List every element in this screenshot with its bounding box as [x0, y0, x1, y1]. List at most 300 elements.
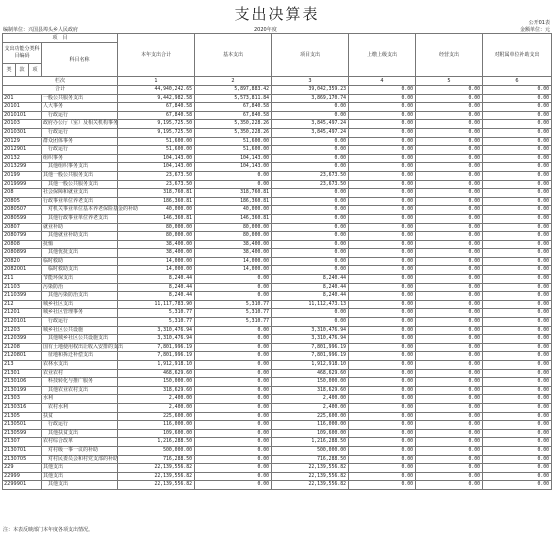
row-value-c3: 0.00 — [272, 111, 349, 120]
row-code: 2080507 — [3, 206, 42, 215]
row-value-c6: 0.00 — [483, 446, 552, 455]
row-subject-name: 就业补助 — [42, 223, 118, 232]
row-value-c2: 5,350,228.26 — [195, 120, 272, 129]
row-value-c2: 0.00 — [195, 386, 272, 395]
row-value-c4: 0.00 — [349, 395, 416, 404]
row-value-c5: 0.00 — [416, 266, 483, 275]
row-value-c3: 22,139,556.82 — [272, 464, 349, 473]
total-c3: 39,042,359.23 — [272, 86, 349, 95]
row-value-c3: 468,629.60 — [272, 369, 349, 378]
row-value-c4: 0.00 — [349, 421, 416, 430]
row-code: 2130599 — [3, 429, 42, 438]
row-code: 2130106 — [3, 378, 42, 387]
row-value-c2: 318,760.81 — [195, 189, 272, 198]
total-c5: 0.00 — [416, 86, 483, 95]
row-value-c6: 0.00 — [483, 403, 552, 412]
header-business: 经营支出 — [416, 34, 483, 77]
table-row — [3, 163, 552, 172]
row-value-c3: 3,845,497.24 — [272, 120, 349, 129]
row-value-c3: 0.00 — [272, 232, 349, 241]
row-subject-name: 临时救助支出 — [42, 266, 118, 275]
row-value-c1: 40,000.00 — [118, 206, 195, 215]
table-row — [3, 206, 552, 215]
row-value-c6: 0.00 — [483, 326, 552, 335]
row-value-c1: 14,000.00 — [118, 266, 195, 275]
row-code: 20101 — [3, 103, 42, 112]
row-code: 2012901 — [3, 146, 42, 155]
row-subject-name: 其他行政事业单位养老支出 — [42, 214, 118, 223]
row-value-c6: 0.00 — [483, 266, 552, 275]
table-row — [3, 403, 552, 412]
row-value-c1: 8,240.44 — [118, 275, 195, 284]
row-value-c2: 146,360.81 — [195, 214, 272, 223]
col-num-5: 5 — [416, 77, 483, 86]
total-c4: 0.00 — [349, 86, 416, 95]
row-value-c2: 5,573,811.84 — [195, 94, 272, 103]
header-subsidy: 对附属单位补助支出 — [483, 34, 552, 77]
row-value-c5: 0.00 — [416, 214, 483, 223]
row-subject-name: 农村综合改革 — [42, 438, 118, 447]
row-value-c3: 0.00 — [272, 189, 349, 198]
row-value-c5: 0.00 — [416, 120, 483, 129]
row-subject-name: 对村民委员会和村党支部的补助 — [42, 455, 118, 464]
row-value-c1: 225,600.00 — [118, 412, 195, 421]
row-value-c6: 0.00 — [483, 369, 552, 378]
row-value-c4: 0.00 — [349, 128, 416, 137]
row-value-c5: 0.00 — [416, 240, 483, 249]
row-value-c3: 0.00 — [272, 146, 349, 155]
row-code: 2299901 — [3, 481, 42, 490]
row-value-c2: 14,000.00 — [195, 257, 272, 266]
table-row — [3, 369, 552, 378]
row-value-c4: 0.00 — [349, 257, 416, 266]
row-value-c1: 23,673.50 — [118, 171, 195, 180]
row-value-c3: 0.00 — [272, 206, 349, 215]
row-value-c4: 0.00 — [349, 103, 416, 112]
row-value-c4: 0.00 — [349, 120, 416, 129]
table-row — [3, 197, 552, 206]
row-value-c1: 716,288.50 — [118, 455, 195, 464]
row-code: 20129 — [3, 137, 42, 146]
row-subject-name: 农林水支出 — [42, 361, 118, 370]
table-row — [3, 111, 552, 120]
row-value-c4: 0.00 — [349, 111, 416, 120]
row-value-c3: 3,310,476.94 — [272, 335, 349, 344]
row-subject-name: 一般公共服务支出 — [42, 94, 118, 103]
row-value-c5: 0.00 — [416, 455, 483, 464]
row-subject-name: 城乡社区公共设施 — [42, 326, 118, 335]
row-value-c3: 225,600.00 — [272, 412, 349, 421]
row-value-c4: 0.00 — [349, 412, 416, 421]
form-number: 公开01表 — [528, 20, 550, 26]
row-value-c5: 0.00 — [416, 257, 483, 266]
header-subject-name: 科目名称 — [42, 43, 118, 77]
table-row — [3, 214, 552, 223]
row-value-c1: 5,310.77 — [118, 309, 195, 318]
row-value-c3: 8,240.44 — [272, 283, 349, 292]
row-value-c5: 0.00 — [416, 206, 483, 215]
row-value-c6: 0.00 — [483, 257, 552, 266]
row-value-c2: 80,000.00 — [195, 223, 272, 232]
col-num-2: 2 — [195, 77, 272, 86]
row-subject-name: 农业农村 — [42, 369, 118, 378]
row-value-c2: 0.00 — [195, 421, 272, 430]
row-code: 2120399 — [3, 335, 42, 344]
row-value-c3: 0.00 — [272, 154, 349, 163]
row-code: 229 — [3, 464, 42, 473]
row-value-c3: 0.00 — [272, 249, 349, 258]
row-value-c2: 40,000.00 — [195, 206, 272, 215]
row-value-c2: 0.00 — [195, 369, 272, 378]
table-row — [3, 137, 552, 146]
row-subject-name: 其他扶贫支出 — [42, 429, 118, 438]
row-value-c6: 0.00 — [483, 180, 552, 189]
row-value-c2: 0.00 — [195, 335, 272, 344]
row-code: 22999 — [3, 472, 42, 481]
row-value-c6: 0.00 — [483, 472, 552, 481]
row-value-c5: 0.00 — [416, 421, 483, 430]
row-subject-name: 其他污染防治支出 — [42, 292, 118, 301]
header-total: 本年支出合计 — [118, 34, 195, 77]
row-value-c1: 109,600.00 — [118, 429, 195, 438]
row-label: 栏次 — [3, 77, 118, 86]
row-value-c5: 0.00 — [416, 309, 483, 318]
row-code: 21301 — [3, 369, 42, 378]
row-value-c2: 0.00 — [195, 292, 272, 301]
row-value-c4: 0.00 — [349, 163, 416, 172]
row-code: 20132 — [3, 154, 42, 163]
row-value-c2: 0.00 — [195, 352, 272, 361]
row-value-c3: 3,310,476.94 — [272, 326, 349, 335]
row-value-c1: 2,400.00 — [118, 395, 195, 404]
row-value-c6: 0.00 — [483, 481, 552, 490]
table-row — [3, 103, 552, 112]
row-code: 2130501 — [3, 421, 42, 430]
row-value-c4: 0.00 — [349, 180, 416, 189]
row-value-c2: 0.00 — [195, 472, 272, 481]
row-value-c2: 0.00 — [195, 171, 272, 180]
row-subject-name: 其他组织事务支出 — [42, 163, 118, 172]
table-row — [3, 335, 552, 344]
row-subject-name: 其他一般公共服务支出 — [42, 171, 118, 180]
table-row — [3, 343, 552, 352]
row-value-c2: 0.00 — [195, 446, 272, 455]
row-value-c1: 150,000.00 — [118, 378, 195, 387]
row-value-c6: 0.00 — [483, 249, 552, 258]
row-subject-name: 其他支出 — [42, 481, 118, 490]
money-unit: 金额单位：元 — [519, 27, 550, 33]
row-code: 2110399 — [3, 292, 42, 301]
table-row — [3, 292, 552, 301]
row-value-c3: 8,240.44 — [272, 275, 349, 284]
row-subject-name: 人大事务 — [42, 103, 118, 112]
row-value-c3: 1,912,918.10 — [272, 361, 349, 370]
row-subject-name: 节能环保支出 — [42, 275, 118, 284]
row-subject-name: 其他优抚支出 — [42, 249, 118, 258]
row-value-c2: 5,310.77 — [195, 309, 272, 318]
row-value-c5: 0.00 — [416, 171, 483, 180]
row-value-c4: 0.00 — [349, 249, 416, 258]
row-value-c4: 0.00 — [349, 369, 416, 378]
row-value-c5: 0.00 — [416, 369, 483, 378]
total-c1: 44,940,242.65 — [118, 86, 195, 95]
row-code: 20103 — [3, 120, 42, 129]
row-value-c6: 0.00 — [483, 309, 552, 318]
row-value-c4: 0.00 — [349, 335, 416, 344]
row-value-c4: 0.00 — [349, 309, 416, 318]
table-row — [3, 326, 552, 335]
table-row — [3, 128, 552, 137]
row-value-c6: 0.00 — [483, 240, 552, 249]
row-value-c5: 0.00 — [416, 128, 483, 137]
row-subject-name: 抚恤 — [42, 240, 118, 249]
row-value-c1: 318,629.60 — [118, 386, 195, 395]
table-row — [3, 318, 552, 327]
row-code: 2120801 — [3, 352, 42, 361]
row-value-c6: 0.00 — [483, 94, 552, 103]
row-value-c4: 0.00 — [349, 197, 416, 206]
table-row — [3, 481, 552, 490]
row-value-c2: 0.00 — [195, 464, 272, 473]
total-c6: 0.00 — [483, 86, 552, 95]
row-code: 20805 — [3, 197, 42, 206]
row-value-c2: 0.00 — [195, 326, 272, 335]
row-value-c2: 67,840.58 — [195, 111, 272, 120]
table-row — [3, 395, 552, 404]
row-code: 2082001 — [3, 266, 42, 275]
row-value-c2: 186,360.81 — [195, 197, 272, 206]
row-subject-name: 行政事业单位养老支出 — [42, 197, 118, 206]
table-row — [3, 94, 552, 103]
row-value-c4: 0.00 — [349, 300, 416, 309]
row-subject-name: 行政运行 — [42, 318, 118, 327]
row-value-c4: 0.00 — [349, 464, 416, 473]
row-value-c1: 5,310.77 — [118, 318, 195, 327]
row-value-c2: 0.00 — [195, 378, 272, 387]
row-value-c4: 0.00 — [349, 481, 416, 490]
row-value-c2: 0.00 — [195, 481, 272, 490]
row-value-c4: 0.00 — [349, 171, 416, 180]
row-value-c5: 0.00 — [416, 180, 483, 189]
table-row — [3, 232, 552, 241]
row-value-c1: 67,840.58 — [118, 103, 195, 112]
row-value-c6: 0.00 — [483, 154, 552, 163]
row-subject-name: 临时救助 — [42, 257, 118, 266]
row-value-c4: 0.00 — [349, 232, 416, 241]
row-value-c4: 0.00 — [349, 146, 416, 155]
row-value-c6: 0.00 — [483, 275, 552, 284]
row-code: 20820 — [3, 257, 42, 266]
row-value-c3: 500,000.00 — [272, 446, 349, 455]
row-value-c3: 0.00 — [272, 214, 349, 223]
row-value-c6: 0.00 — [483, 146, 552, 155]
page-title: 支出决算表 — [234, 5, 320, 23]
row-value-c4: 0.00 — [349, 154, 416, 163]
row-value-c1: 500,000.00 — [118, 446, 195, 455]
row-value-c6: 0.00 — [483, 232, 552, 241]
row-value-c3: 2,400.00 — [272, 395, 349, 404]
row-value-c5: 0.00 — [416, 386, 483, 395]
table-row — [3, 412, 552, 421]
row-value-c2: 0.00 — [195, 403, 272, 412]
row-subject-name: 水利 — [42, 395, 118, 404]
table-row — [3, 300, 552, 309]
row-value-c5: 0.00 — [416, 292, 483, 301]
row-value-c4: 0.00 — [349, 137, 416, 146]
row-value-c6: 0.00 — [483, 197, 552, 206]
row-subject-name: 群众团体事务 — [42, 137, 118, 146]
row-value-c2: 104,143.00 — [195, 163, 272, 172]
row-value-c2: 51,600.00 — [195, 137, 272, 146]
row-value-c5: 0.00 — [416, 464, 483, 473]
row-value-c3: 0.00 — [272, 137, 349, 146]
row-value-c2: 5,310.77 — [195, 318, 272, 327]
row-value-c2: 38,400.00 — [195, 249, 272, 258]
table-row — [3, 464, 552, 473]
row-value-c6: 0.00 — [483, 171, 552, 180]
row-subject-name: 政府办公厅（室）及相关机构事务 — [42, 120, 118, 129]
row-value-c4: 0.00 — [349, 292, 416, 301]
col-num-1: 1 — [118, 77, 195, 86]
header-upper: 上缴上级支出 — [349, 34, 416, 77]
row-subject-name: 其他支出 — [42, 472, 118, 481]
row-value-c2: 5,350,228.26 — [195, 128, 272, 137]
row-value-c3: 0.00 — [272, 163, 349, 172]
table-row — [3, 171, 552, 180]
row-value-c1: 14,000.00 — [118, 257, 195, 266]
row-value-c1: 23,673.50 — [118, 180, 195, 189]
row-subject-name: 国有土地使用权出让收入安排的支出 — [42, 343, 118, 352]
row-code: 21203 — [3, 326, 42, 335]
table-row — [3, 180, 552, 189]
row-value-c6: 0.00 — [483, 455, 552, 464]
row-value-c5: 0.00 — [416, 154, 483, 163]
row-value-c4: 0.00 — [349, 266, 416, 275]
row-value-c6: 0.00 — [483, 438, 552, 447]
table-row — [3, 378, 552, 387]
row-code: 21303 — [3, 395, 42, 404]
row-subject-name: 城乡社区管理事务 — [42, 309, 118, 318]
row-value-c6: 0.00 — [483, 335, 552, 344]
row-value-c5: 0.00 — [416, 223, 483, 232]
row-value-c5: 0.00 — [416, 94, 483, 103]
table-row — [3, 361, 552, 370]
row-value-c3: 0.00 — [272, 318, 349, 327]
row-value-c5: 0.00 — [416, 412, 483, 421]
row-value-c3: 22,139,556.82 — [272, 481, 349, 490]
header-function-code: 支出功能分类科目编码 — [3, 43, 42, 64]
row-value-c4: 0.00 — [349, 446, 416, 455]
row-value-c4: 0.00 — [349, 403, 416, 412]
row-value-c4: 0.00 — [349, 223, 416, 232]
row-value-c1: 2,400.00 — [118, 403, 195, 412]
row-code: 211 — [3, 275, 42, 284]
table-row — [3, 429, 552, 438]
table-row — [3, 249, 552, 258]
header-xiang: 项 — [29, 64, 42, 77]
row-subject-name: 社会保障和就业支出 — [42, 189, 118, 198]
row-value-c1: 7,801,996.19 — [118, 352, 195, 361]
row-value-c6: 0.00 — [483, 163, 552, 172]
row-value-c6: 0.00 — [483, 120, 552, 129]
organization: 编制单位：兴国县埠头乡人民政府 — [3, 27, 79, 33]
table-row — [3, 352, 552, 361]
header-basic: 基本支出 — [195, 34, 272, 77]
row-value-c6: 0.00 — [483, 318, 552, 327]
row-value-c3: 0.00 — [272, 257, 349, 266]
row-subject-name: 其他就业补助支出 — [42, 232, 118, 241]
row-value-c3: 11,112,473.13 — [272, 300, 349, 309]
row-value-c5: 0.00 — [416, 197, 483, 206]
row-value-c5: 0.00 — [416, 335, 483, 344]
row-subject-name: 农村水利 — [42, 403, 118, 412]
row-subject-name: 行政运行 — [42, 421, 118, 430]
total-c2: 5,897,883.42 — [195, 86, 272, 95]
row-value-c5: 0.00 — [416, 352, 483, 361]
row-value-c2: 0.00 — [195, 429, 272, 438]
row-value-c5: 0.00 — [416, 146, 483, 155]
table-row — [3, 120, 552, 129]
row-value-c4: 0.00 — [349, 214, 416, 223]
row-value-c5: 0.00 — [416, 249, 483, 258]
row-subject-name: 行政运行 — [42, 128, 118, 137]
row-value-c2: 0.00 — [195, 438, 272, 447]
row-value-c5: 0.00 — [416, 361, 483, 370]
row-value-c4: 0.00 — [349, 318, 416, 327]
row-value-c5: 0.00 — [416, 481, 483, 490]
row-value-c3: 0.00 — [272, 309, 349, 318]
row-value-c3: 7,801,996.19 — [272, 352, 349, 361]
table-row — [3, 455, 552, 464]
row-value-c6: 0.00 — [483, 223, 552, 232]
row-value-c4: 0.00 — [349, 206, 416, 215]
row-code: 2130701 — [3, 446, 42, 455]
row-value-c4: 0.00 — [349, 189, 416, 198]
row-value-c4: 0.00 — [349, 283, 416, 292]
row-value-c5: 0.00 — [416, 232, 483, 241]
row-code: 21208 — [3, 343, 42, 352]
row-value-c3: 2,400.00 — [272, 403, 349, 412]
row-code: 21201 — [3, 309, 42, 318]
row-value-c6: 0.00 — [483, 214, 552, 223]
row-subject-name: 对机关事业单位基本养老保险基金的补助 — [42, 206, 118, 215]
row-subject-name: 污染防治 — [42, 283, 118, 292]
table-row — [3, 240, 552, 249]
row-code: 212 — [3, 300, 42, 309]
row-value-c5: 0.00 — [416, 395, 483, 404]
row-value-c3: 318,629.60 — [272, 386, 349, 395]
row-value-c5: 0.00 — [416, 189, 483, 198]
row-subject-name: 行政运行 — [42, 146, 118, 155]
row-value-c4: 0.00 — [349, 472, 416, 481]
row-value-c2: 104,143.00 — [195, 154, 272, 163]
row-value-c1: 51,600.00 — [118, 146, 195, 155]
row-value-c6: 0.00 — [483, 378, 552, 387]
row-value-c1: 1,216,288.50 — [118, 438, 195, 447]
row-value-c2: 80,000.00 — [195, 232, 272, 241]
row-value-c5: 0.00 — [416, 403, 483, 412]
row-value-c5: 0.00 — [416, 429, 483, 438]
row-value-c5: 0.00 — [416, 300, 483, 309]
row-value-c4: 0.00 — [349, 429, 416, 438]
row-value-c4: 0.00 — [349, 240, 416, 249]
row-code: 21307 — [3, 438, 42, 447]
row-value-c1: 9,442,982.58 — [118, 94, 195, 103]
row-code: 21103 — [3, 283, 42, 292]
row-value-c1: 116,000.00 — [118, 421, 195, 430]
row-value-c1: 51,600.00 — [118, 137, 195, 146]
row-value-c3: 0.00 — [272, 103, 349, 112]
